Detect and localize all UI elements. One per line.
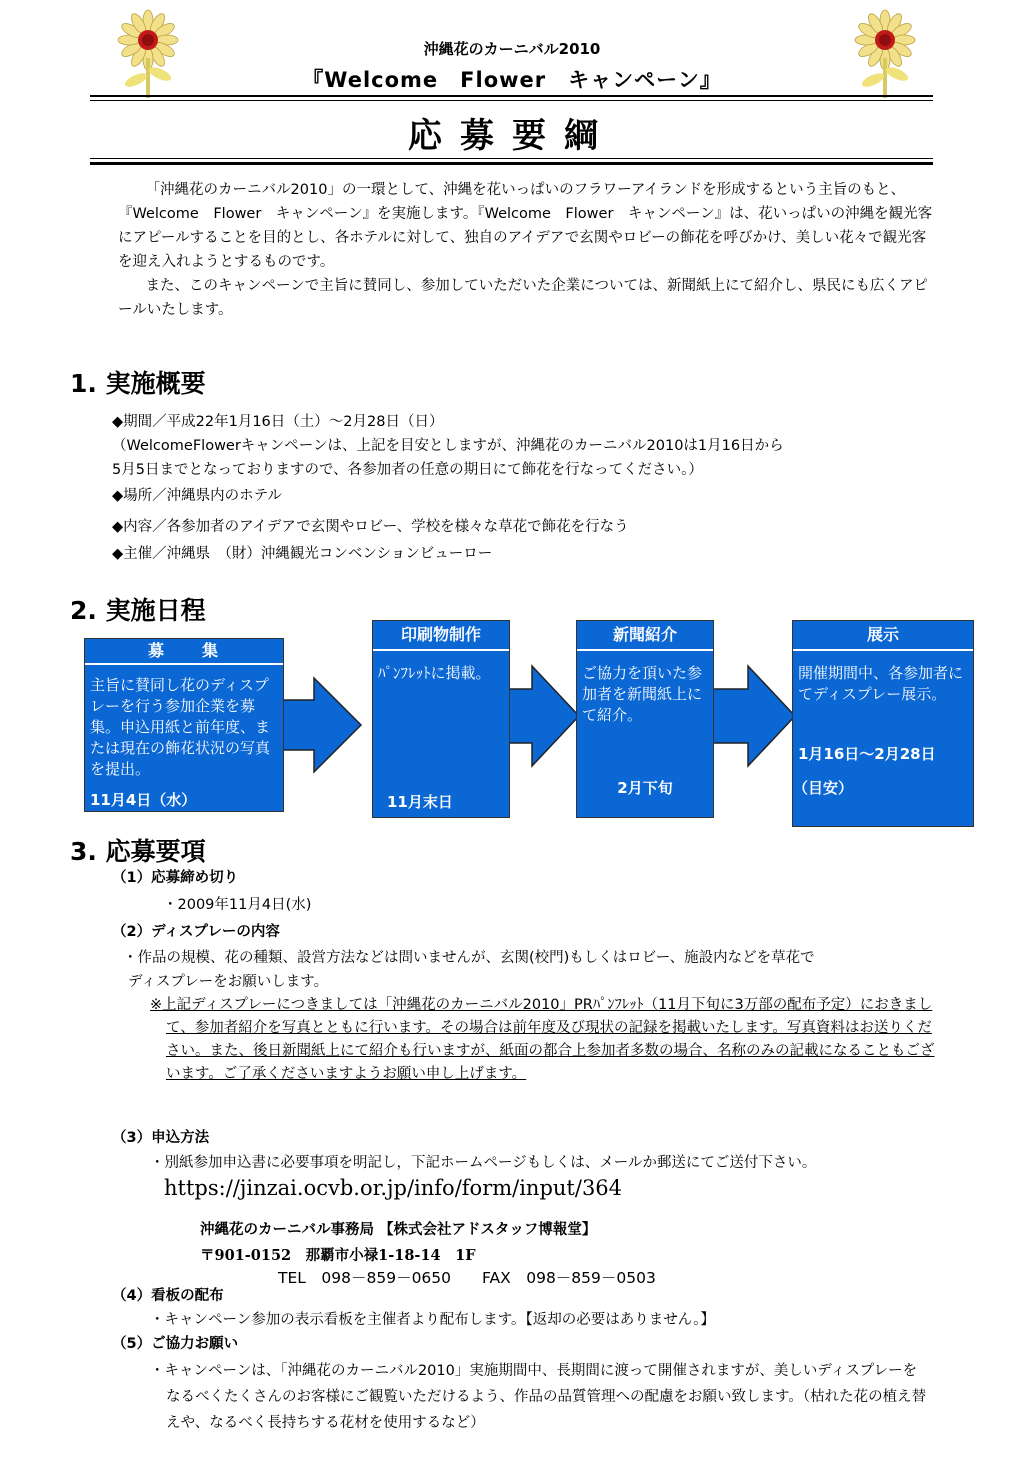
content-line: ◆内容／各参加者のアイデアで玄関やロビー、学校を様々な草花で飾花を行なう	[112, 519, 629, 535]
apply-text: ・別紙参加申込書に必要事項を明記し，下記ホームページもしくは、メールか郵送にてご送付下さい。	[150, 1155, 817, 1171]
header-title: 『Welcome Flower キャンペーン』	[302, 68, 722, 92]
step-print-box	[372, 620, 510, 818]
step-print-date: 11月末日	[387, 793, 453, 811]
step-news-title: 新聞紹介	[577, 621, 713, 651]
step-recruit-title: 募 集	[85, 639, 283, 665]
intro-paragraph-1: 「沖縄花のカーニバル2010」の一環として、沖縄を花いっぱいのフラワーアイランドを形成するという主旨のもと、『Welcome Flower キャンペーン』を実施します。『Welcome Flower キャンペーン』は、花いっぱいの沖縄を観光客にアピールすることを目的とし、各ホテルに対して、独自のアイデアで玄関やロビーの飾花を呼びかけ、美しい花々で観光客を迎え入れようとするものです。	[118, 182, 933, 270]
request-text: ・キャンペーンは、「沖縄花のカーニバル2010」実施期間中、長期間に渡って開催されますが、美しいディスプレーをなるべくたくさんのお客様にご観覧いただけるよう、作品の品質管理への配慮をお願い致します。（枯れた花の植え替えや、なるべく長持ちする花材を使用するなど）	[150, 1363, 927, 1431]
section-3-heading: 3. 応募要項	[70, 837, 206, 866]
office-address: 〒901-0152 那覇市小禄1-18-14 1F	[200, 1247, 476, 1264]
signboard-heading: （4）看板の配布	[112, 1288, 224, 1304]
apply-url-link[interactable]: https://jinzai.ocvb.or.jp/info/form/input/364	[164, 1176, 623, 1200]
display-text-2: ディスプレーをお願いします。	[128, 974, 329, 990]
organizer-line: ◆主催／沖縄県 （財）沖縄観光コンベンションビューロー	[112, 546, 493, 562]
step-exhibit-box	[792, 620, 974, 827]
deadline-heading: （1）応募締め切り	[112, 870, 239, 886]
main-title: 応募要綱	[408, 116, 616, 156]
period-note-line-2: 5月5日までとなっておりますので、各参加者の任意の期日にて飾花を行なってください。）	[112, 462, 703, 478]
header-rule-top-thin	[90, 100, 933, 101]
step-recruit-box	[84, 638, 284, 812]
display-heading: （2）ディスプレーの内容	[112, 924, 280, 940]
header-rule-bottom	[90, 162, 933, 165]
signboard-text: ・キャンペーン参加の表示看板を主催者より配布します。【返却の必要はありません。】	[150, 1312, 715, 1328]
office-name: 沖縄花のカーニバル事務局 【株式会社アドスタッフ博報堂】	[200, 1222, 597, 1238]
step-exhibit-date: 1月16日～2月28日	[798, 745, 936, 763]
step-exhibit-title: 展示	[793, 621, 973, 651]
display-text-1: ・作品の規模、花の種類、設営方法などは問いませんが、玄関(校門)もしくはロビー、施設内などを草花で	[123, 950, 815, 966]
step-news-body: ご協力を頂いた参加者を新聞紙上にて紹介。	[582, 664, 703, 724]
request-heading: （5）ご協力お願い	[112, 1336, 239, 1352]
header-rule-top	[90, 95, 933, 97]
office-tel-fax: TEL 098－859－0650 FAX 098－859－0503	[278, 1269, 656, 1287]
display-note-text: ※上記ディスプレーにつきましては「沖縄花のカーニバル2010」PRﾊﾟﾝﾌﾚｯﾄ（11月下旬に3万部の配布予定）におきまして、参加者紹介を写真とともに行います。その場合は前年度及び現状の記録を掲載いたします。写真資料はお送りください。また、後日新聞紙上にて紹介も行いますが、紙面の都合上参加者多数の場合、名称のみの記載になることもございます。ご了承くださいますようお願い申し上げます。	[150, 997, 935, 1082]
section-1-heading: 1. 実施概要	[70, 369, 206, 398]
step-print-title: 印刷物制作	[373, 621, 509, 651]
header-rule-bottom-thin	[90, 158, 933, 159]
apply-heading: （3）申込方法	[112, 1130, 210, 1146]
intro-text	[118, 178, 933, 322]
request-body	[150, 1358, 930, 1436]
step-recruit-body: 主旨に賛同し花のディスプレーを行う参加企業を募集。申込用紙と前年度、または現在の飾花状況の写真を提出。	[90, 676, 271, 778]
step-exhibit-body: 開催期間中、各参加者にてディスプレー展示。	[798, 664, 964, 703]
step-exhibit-date-note: （目安）	[793, 779, 854, 797]
display-note	[150, 994, 940, 1086]
period-note-line-1: （WelcomeFlowerキャンペーンは、上記を目安としますが、沖縄花のカーニバル2010は1月16日から	[112, 438, 784, 454]
step-news-date: 2月下旬	[617, 779, 673, 797]
section-2-heading: 2. 実施日程	[70, 596, 206, 625]
flow-arrow-3-icon	[706, 664, 798, 768]
step-print-body: ﾊﾟﾝﾌﾚｯﾄに掲載。	[378, 664, 491, 682]
place-line: ◆場所／沖縄県内のホテル	[112, 488, 282, 504]
step-news-box	[576, 620, 714, 818]
header-subtitle: 沖縄花のカーニバル2010	[423, 40, 601, 58]
step-recruit-date: 11月4日（水）	[90, 791, 197, 809]
period-line: ◆期間／平成22年1月16日（土）～2月28日（日）	[112, 414, 444, 430]
intro-paragraph-2: また、このキャンペーンで主旨に賛同し、参加していただいた企業については、新聞紙上にて紹介し、県民にも広くアピールいたします。	[118, 278, 928, 318]
deadline-text: ・2009年11月4日(水)	[163, 897, 312, 913]
